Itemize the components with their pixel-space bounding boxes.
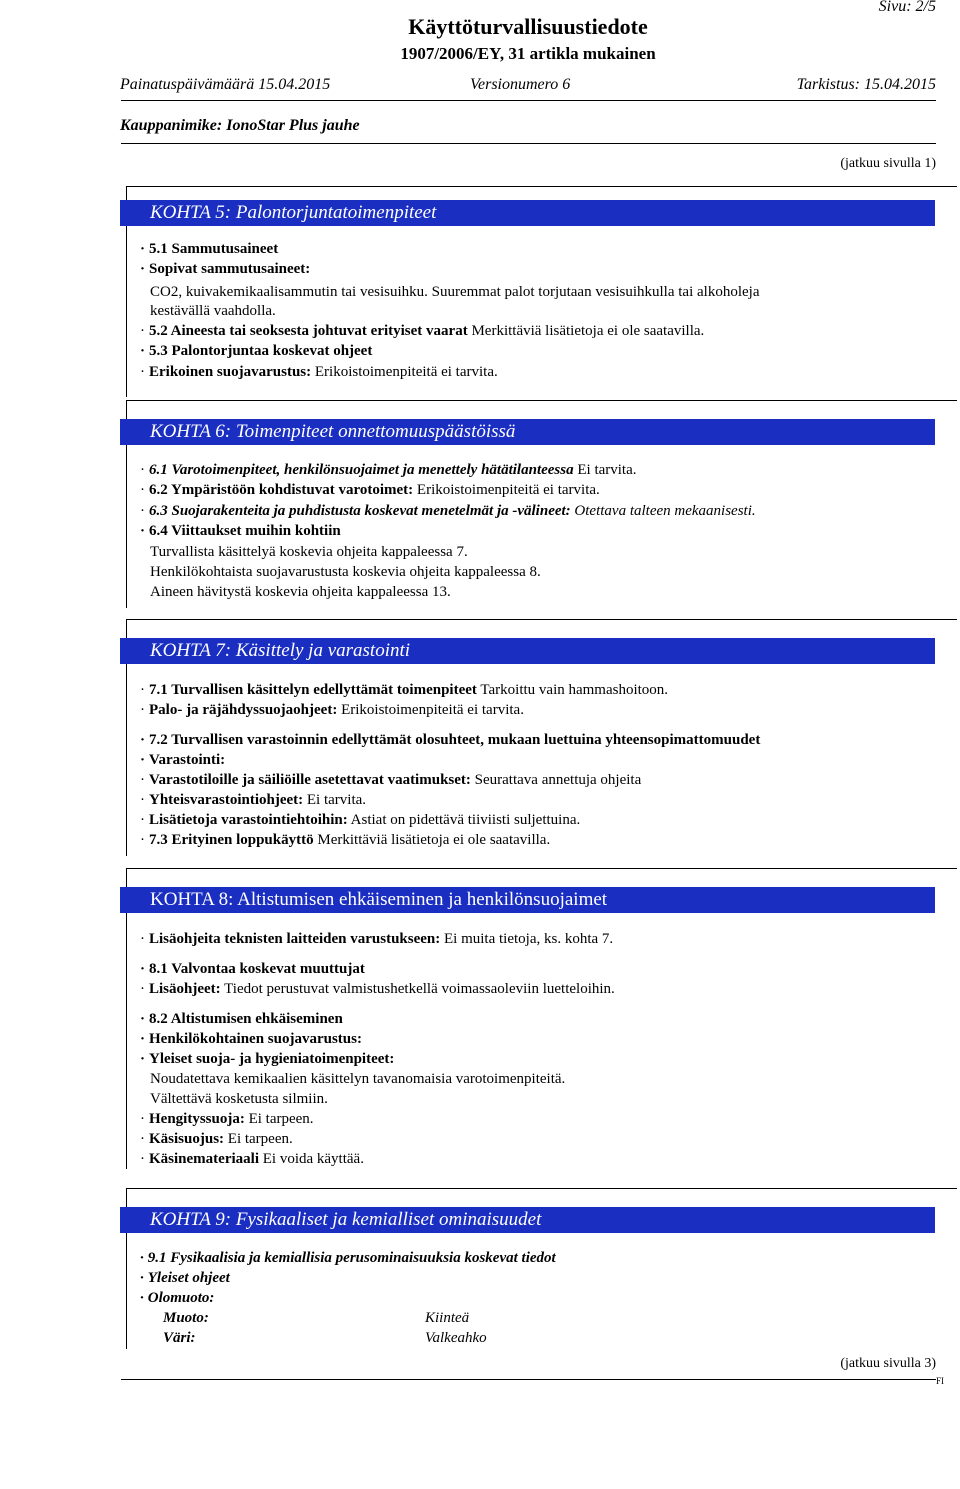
s8-line: · Lisäohjeita teknisten laitteiden varustukseen: Ei muita tietoja, ks. kohta 7.	[140, 930, 613, 948]
s5-line: kestävällä vaahdolla.	[150, 303, 276, 319]
document-title: Käyttöturvallisuustiedote	[408, 14, 648, 39]
section-9-header: KOHTA 9: Fysikaaliset ja kemialliset ominaisuudet	[120, 1207, 935, 1233]
s8-line: · 8.1 Valvontaa koskevat muuttujat	[140, 960, 365, 978]
s7-line: · Yhteisvarastointiohjeet: Ei tarvita.	[140, 791, 366, 809]
s8-line: · 8.2 Altistumisen ehkäiseminen	[140, 1010, 343, 1028]
s5-line: · Erikoinen suojavarustus: Erikoistoimenpiteitä ei tarvita.	[140, 363, 498, 381]
s9-line: · Olomuoto:	[140, 1289, 214, 1307]
s6-line: · 6.4 Viittaukset muihin kohtiin	[140, 522, 341, 540]
s8-line: Vältettävä kosketusta silmiin.	[150, 1091, 328, 1107]
s7-line: · 7.2 Turvallisen varastoinnin edellyttämät olosuhteet, mukaan luettuina yhteensopimattomuudet	[140, 731, 760, 749]
section-8-header: KOHTA 8: Altistumisen ehkäiseminen ja henkilönsuojaimet	[120, 887, 935, 913]
s7-line: · Varastotiloille ja säiliöille asetettavat vaatimukset: Seurattava annettuja ohjeita	[140, 771, 641, 789]
s9-value: Valkeahko	[425, 1330, 487, 1346]
s5-line: · 5.1 Sammutusaineet	[140, 240, 278, 258]
s6-line: Henkilökohtaista suojavarustusta koskevia ohjeita kappaleessa 8.	[150, 564, 541, 580]
s8-line: · Yleiset suoja- ja hygieniatoimenpiteet:	[140, 1050, 394, 1068]
s8-line: · Käsisuojus: Ei tarpeen.	[140, 1130, 293, 1148]
s6-line: · 6.2 Ympäristöön kohdistuvat varotoimet: Erikoistoimenpiteitä ei tarvita.	[140, 481, 600, 499]
header-divider	[121, 100, 936, 101]
s7-line: · Varastointi:	[140, 751, 225, 769]
s9-line: · 9.1 Fysikaalisia ja kemiallisia perusominaisuuksia koskevat tiedot	[140, 1249, 556, 1267]
footer-divider	[121, 1379, 936, 1380]
print-date: Painatuspäivämäärä 15.04.2015	[120, 76, 331, 93]
s8-line: · Lisäohjeet: Tiedot perustuvat valmistushetkellä voimassaoleviin luetteloihin.	[140, 980, 615, 998]
s7-line: · Lisätietoja varastointiehtoihin: Astiat on pidettävä tiiviisti suljettuina.	[140, 811, 580, 829]
s5-line: · Sopivat sammutusaineet:	[140, 260, 310, 278]
s5-line: · 5.2 Aineesta tai seoksesta johtuvat erityiset vaarat Merkittäviä lisätietoja ei ole saatavilla.	[140, 322, 704, 340]
s8-line: · Käsinemateriaali Ei voida käyttää.	[140, 1150, 364, 1168]
document-subtitle: 1907/2006/EY, 31 artikla mukainen	[400, 44, 656, 63]
revision-date: Tarkistus: 15.04.2015	[796, 76, 936, 93]
s7-line: · 7.3 Erityinen loppukäyttö Merkittäviä lisätietoja ei ole saatavilla.	[140, 831, 550, 849]
s9-value: Kiinteä	[425, 1310, 470, 1326]
version-number: Versionumero 6	[470, 76, 571, 93]
s7-line: · Palo- ja räjähdyssuojaohjeet: Erikoistoimenpiteitä ei tarvita.	[140, 701, 524, 719]
s9-label: Muoto:	[163, 1310, 209, 1326]
s6-line: · 6.1 Varotoimenpiteet, henkilönsuojaimet ja menettely hätätilanteessa Ei tarvita.	[140, 461, 637, 479]
s9-line: · Yleiset ohjeet	[140, 1269, 230, 1287]
s5-line: CO2, kuivakemikaalisammutin tai vesisuihku. Suuremmat palot torjutaan vesisuihkulla tai alkoholeja	[150, 284, 760, 300]
s9-label: Väri:	[163, 1330, 196, 1346]
s8-line: · Hengityssuoja: Ei tarpeen.	[140, 1110, 314, 1128]
s5-line: · 5.3 Palontorjuntaa koskevat ohjeet	[140, 342, 372, 360]
section-6-header: KOHTA 6: Toimenpiteet onnettomuuspäästöissä	[120, 419, 935, 445]
page-number: Sivu: 2/5	[878, 0, 936, 15]
s8-line: · Henkilökohtainen suojavarustus:	[140, 1030, 362, 1048]
s6-line: · 6.3 Suojarakenteita ja puhdistusta koskevat menetelmät ja -välineet: Otettava talteen mekaanisesti.	[140, 502, 756, 520]
s7-line: · 7.1 Turvallisen käsittelyn edellyttämät toimenpiteet Tarkoittu vain hammashoitoon.	[140, 681, 668, 699]
trade-name-divider	[121, 143, 936, 144]
trade-name: Kauppanimike: IonoStar Plus jauhe	[120, 117, 360, 134]
s6-line: Aineen hävitystä koskevia ohjeita kappaleessa 13.	[150, 584, 451, 600]
s6-line: Turvallista käsittelyä koskevia ohjeita kappaleessa 7.	[150, 544, 468, 560]
continued-from: (jatkuu sivulla 1)	[840, 156, 936, 171]
section-7-header: KOHTA 7: Käsittely ja varastointi	[120, 638, 935, 664]
s8-line: Noudatettava kemikaalien käsittelyn tavanomaisia varotoimenpiteitä.	[150, 1071, 566, 1087]
continued-to: (jatkuu sivulla 3)	[840, 1356, 936, 1371]
language-code: FI	[935, 1376, 944, 1386]
section-5-header: KOHTA 5: Palontorjuntatoimenpiteet	[120, 200, 935, 226]
